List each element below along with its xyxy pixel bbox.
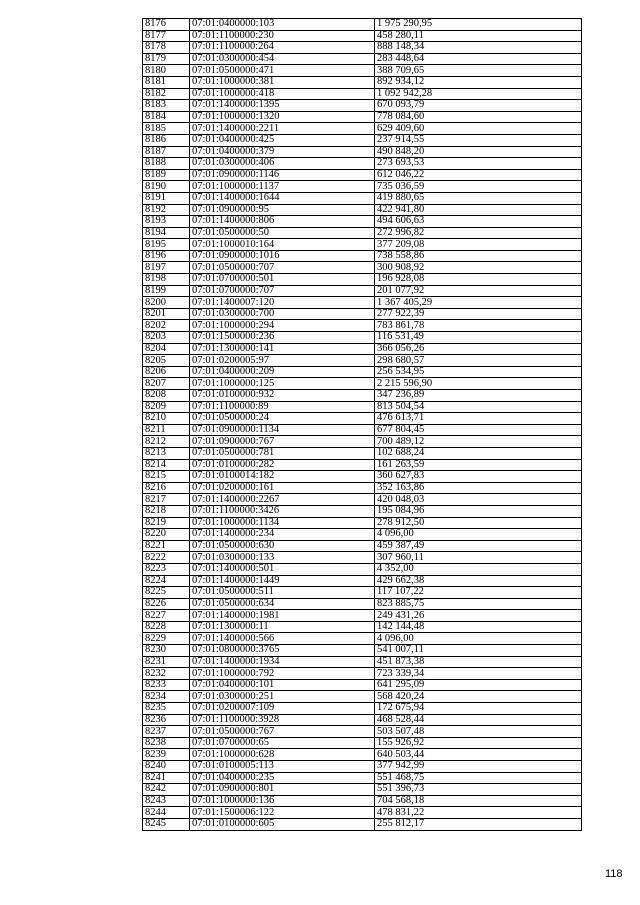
table-row <box>143 436 582 448</box>
cadastral-number-cell: 07:01:0400000:379 <box>190 146 375 158</box>
row-number-cell: 8232 <box>143 668 190 680</box>
value-cell: 704 568,18 <box>375 795 582 807</box>
value-cell: 256 534,95 <box>375 366 582 378</box>
row-number-cell: 8221 <box>143 540 190 552</box>
cadastral-number-cell: 07:01:0700000:501 <box>190 274 375 286</box>
value-cell: 735 036,59 <box>375 181 582 193</box>
cadastral-number-cell: 07:01:0800000:3765 <box>190 645 375 657</box>
value-cell: 490 848,20 <box>375 146 582 158</box>
table-row <box>143 691 582 703</box>
cadastral-number-cell: 07:01:0500000:24 <box>190 413 375 425</box>
table-row <box>143 529 582 541</box>
table-row <box>143 76 582 88</box>
cadastral-number-cell: 07:01:1400000:1934 <box>190 656 375 668</box>
row-number-cell: 8238 <box>143 737 190 749</box>
row-number-cell: 8186 <box>143 134 190 146</box>
row-number-cell: 8237 <box>143 726 190 738</box>
cadastral-number-cell: 07:01:0900000:1134 <box>190 424 375 436</box>
table-row <box>143 192 582 204</box>
row-number-cell: 8182 <box>143 88 190 100</box>
value-cell: 2 215 596,90 <box>375 378 582 390</box>
table-row <box>143 158 582 170</box>
value-cell: 677 804,45 <box>375 424 582 436</box>
value-cell: 422 941,80 <box>375 204 582 216</box>
table-row <box>143 563 582 575</box>
table-row <box>143 679 582 691</box>
value-cell: 352 163,86 <box>375 482 582 494</box>
table-row <box>143 726 582 738</box>
table-row <box>143 19 582 31</box>
value-cell: 102 688,24 <box>375 447 582 459</box>
table-row <box>143 401 582 413</box>
cadastral-number-cell: 07:01:1400000:501 <box>190 563 375 575</box>
row-number-cell: 8225 <box>143 587 190 599</box>
value-cell: 272 996,82 <box>375 227 582 239</box>
cadastral-number-cell: 07:01:1000000:418 <box>190 88 375 100</box>
value-cell: 670 093,79 <box>375 100 582 112</box>
cadastral-number-cell: 07:01:0900000:95 <box>190 204 375 216</box>
cadastral-number-cell: 07:01:0200007:109 <box>190 703 375 715</box>
value-cell: 1 367 405,29 <box>375 297 582 309</box>
value-cell: 568 420,24 <box>375 691 582 703</box>
table-row <box>143 807 582 819</box>
cadastral-number-cell: 07:01:1300000:11 <box>190 621 375 633</box>
cadastral-number-cell: 07:01:0500000:781 <box>190 447 375 459</box>
table-row <box>143 598 582 610</box>
cadastral-number-cell: 07:01:0400000:103 <box>190 19 375 31</box>
cadastral-number-cell: 07:01:0400000:235 <box>190 772 375 784</box>
cadastral-number-cell: 07:01:0200000:161 <box>190 482 375 494</box>
table-row <box>143 668 582 680</box>
value-cell: 283 448,64 <box>375 53 582 65</box>
cadastral-number-cell: 07:01:0500000:707 <box>190 262 375 274</box>
row-number-cell: 8179 <box>143 53 190 65</box>
row-number-cell: 8211 <box>143 424 190 436</box>
cadastral-number-cell: 07:01:1100000:89 <box>190 401 375 413</box>
value-cell: 420 048,03 <box>375 494 582 506</box>
value-cell: 494 606,63 <box>375 216 582 228</box>
cadastral-number-cell: 07:01:0100000:605 <box>190 818 375 830</box>
row-number-cell: 8214 <box>143 459 190 471</box>
table-row <box>143 134 582 146</box>
row-number-cell: 8229 <box>143 633 190 645</box>
cadastral-number-cell: 07:01:1400000:1395 <box>190 100 375 112</box>
table-body <box>143 19 582 831</box>
cadastral-number-cell: 07:01:0400000:101 <box>190 679 375 691</box>
value-cell: 429 662,38 <box>375 575 582 587</box>
cadastral-number-cell: 07:01:0900000:767 <box>190 436 375 448</box>
cadastral-number-cell: 07:01:1100000:230 <box>190 30 375 42</box>
value-cell: 629 409,60 <box>375 123 582 135</box>
row-number-cell: 8195 <box>143 239 190 251</box>
cadastral-number-cell: 07:01:1100000:3928 <box>190 714 375 726</box>
table-row <box>143 169 582 181</box>
table-row <box>143 447 582 459</box>
table-row <box>143 656 582 668</box>
value-cell: 273 693,53 <box>375 158 582 170</box>
value-cell: 551 468,75 <box>375 772 582 784</box>
row-number-cell: 8180 <box>143 65 190 77</box>
table-row <box>143 320 582 332</box>
row-number-cell: 8198 <box>143 274 190 286</box>
cadastral-number-cell: 07:01:0300000:700 <box>190 308 375 320</box>
table-row <box>143 250 582 262</box>
cadastral-number-cell: 07:01:1000000:1137 <box>190 181 375 193</box>
row-number-cell: 8206 <box>143 366 190 378</box>
table-row <box>143 239 582 251</box>
row-number-cell: 8243 <box>143 795 190 807</box>
row-number-cell: 8190 <box>143 181 190 193</box>
table-row <box>143 123 582 135</box>
row-number-cell: 8187 <box>143 146 190 158</box>
value-cell: 201 077,92 <box>375 285 582 297</box>
value-cell: 116 531,49 <box>375 332 582 344</box>
row-number-cell: 8226 <box>143 598 190 610</box>
row-number-cell: 8189 <box>143 169 190 181</box>
row-number-cell: 8241 <box>143 772 190 784</box>
cadastral-number-cell: 07:01:0500000:634 <box>190 598 375 610</box>
cadastral-number-cell: 07:01:1400000:2267 <box>190 494 375 506</box>
row-number-cell: 8234 <box>143 691 190 703</box>
cadastral-number-cell: 07:01:1400000:1644 <box>190 192 375 204</box>
table-row <box>143 366 582 378</box>
table-row <box>143 471 582 483</box>
cadastral-number-cell: 07:01:0700000:65 <box>190 737 375 749</box>
row-number-cell: 8199 <box>143 285 190 297</box>
value-cell: 738 558,86 <box>375 250 582 262</box>
row-number-cell: 8212 <box>143 436 190 448</box>
table-row <box>143 645 582 657</box>
table-row <box>143 111 582 123</box>
cadastral-number-cell: 07:01:1300000:141 <box>190 343 375 355</box>
cadastral-number-cell: 07:01:1400007:120 <box>190 297 375 309</box>
table-row <box>143 587 582 599</box>
table-row <box>143 204 582 216</box>
table-row <box>143 146 582 158</box>
value-cell: 300 908,92 <box>375 262 582 274</box>
row-number-cell: 8183 <box>143 100 190 112</box>
row-number-cell: 8240 <box>143 761 190 773</box>
row-number-cell: 8235 <box>143 703 190 715</box>
table-row <box>143 42 582 54</box>
row-number-cell: 8223 <box>143 563 190 575</box>
table-row <box>143 575 582 587</box>
value-cell: 277 922,39 <box>375 308 582 320</box>
cadastral-number-cell: 07:01:0100000:282 <box>190 459 375 471</box>
table-row <box>143 413 582 425</box>
cadastral-number-cell: 07:01:0200005:97 <box>190 355 375 367</box>
table-row <box>143 30 582 42</box>
value-cell: 388 709,65 <box>375 65 582 77</box>
cadastral-number-cell: 07:01:0700000:707 <box>190 285 375 297</box>
cadastral-number-cell: 07:01:1400000:2211 <box>190 123 375 135</box>
table-row <box>143 621 582 633</box>
table-row <box>143 88 582 100</box>
cadastral-number-cell: 07:01:1000000:1134 <box>190 517 375 529</box>
table-row <box>143 505 582 517</box>
value-cell: 377 942,99 <box>375 761 582 773</box>
table-row <box>143 633 582 645</box>
table-row <box>143 332 582 344</box>
value-cell: 360 627,83 <box>375 471 582 483</box>
cadastral-number-cell: 07:01:1400000:806 <box>190 216 375 228</box>
cadastral-number-cell: 07:01:0400000:209 <box>190 366 375 378</box>
value-cell: 142 144,48 <box>375 621 582 633</box>
value-cell: 4 096,00 <box>375 529 582 541</box>
table-row <box>143 552 582 564</box>
value-cell: 419 880,65 <box>375 192 582 204</box>
value-cell: 278 912,50 <box>375 517 582 529</box>
cadastral-number-cell: 07:01:0900000:1016 <box>190 250 375 262</box>
cadastral-number-cell: 07:01:1400000:1981 <box>190 610 375 622</box>
cadastral-number-cell: 07:01:1000000:125 <box>190 378 375 390</box>
cadastral-number-cell: 07:01:0900000:801 <box>190 784 375 796</box>
cadastral-number-cell: 07:01:0500000:767 <box>190 726 375 738</box>
value-cell: 783 861,78 <box>375 320 582 332</box>
cadastral-number-cell: 07:01:1500006:122 <box>190 807 375 819</box>
row-number-cell: 8220 <box>143 529 190 541</box>
value-cell: 892 934,12 <box>375 76 582 88</box>
value-cell: 551 396,73 <box>375 784 582 796</box>
cadastral-number-cell: 07:01:0300000:406 <box>190 158 375 170</box>
table-row <box>143 784 582 796</box>
value-cell: 4 096,00 <box>375 633 582 645</box>
value-cell: 503 507,48 <box>375 726 582 738</box>
value-cell: 1 092 942,28 <box>375 88 582 100</box>
table-row <box>143 343 582 355</box>
row-number-cell: 8202 <box>143 320 190 332</box>
table-row <box>143 274 582 286</box>
row-number-cell: 8197 <box>143 262 190 274</box>
table-row <box>143 761 582 773</box>
value-cell: 459 387,49 <box>375 540 582 552</box>
cadastral-number-cell: 07:01:0300000:454 <box>190 53 375 65</box>
value-cell: 237 914,55 <box>375 134 582 146</box>
value-cell: 778 084,60 <box>375 111 582 123</box>
table-row <box>143 65 582 77</box>
value-cell: 823 885,75 <box>375 598 582 610</box>
table-row <box>143 297 582 309</box>
value-cell: 476 613,71 <box>375 413 582 425</box>
row-number-cell: 8216 <box>143 482 190 494</box>
row-number-cell: 8177 <box>143 30 190 42</box>
table-row <box>143 262 582 274</box>
row-number-cell: 8200 <box>143 297 190 309</box>
row-number-cell: 8222 <box>143 552 190 564</box>
cadastral-number-cell: 07:01:1000000:792 <box>190 668 375 680</box>
cadastral-number-cell: 07:01:1000000:381 <box>190 76 375 88</box>
table-row <box>143 216 582 228</box>
table-row <box>143 53 582 65</box>
row-number-cell: 8203 <box>143 332 190 344</box>
cadastral-number-cell: 07:01:1400000:566 <box>190 633 375 645</box>
table-row <box>143 795 582 807</box>
table-row <box>143 355 582 367</box>
value-cell: 641 295,09 <box>375 679 582 691</box>
cadastral-number-cell: 07:01:1000000:1320 <box>190 111 375 123</box>
table-row <box>143 494 582 506</box>
cadastral-value-table <box>142 18 582 831</box>
table-row <box>143 818 582 830</box>
value-cell: 700 489,12 <box>375 436 582 448</box>
cadastral-number-cell: 07:01:0500000:471 <box>190 65 375 77</box>
value-cell: 541 007,11 <box>375 645 582 657</box>
cadastral-number-cell: 07:01:1000000:294 <box>190 320 375 332</box>
row-number-cell: 8218 <box>143 505 190 517</box>
value-cell: 451 873,38 <box>375 656 582 668</box>
value-cell: 458 280,11 <box>375 30 582 42</box>
row-number-cell: 8196 <box>143 250 190 262</box>
table-row <box>143 285 582 297</box>
value-cell: 195 084,96 <box>375 505 582 517</box>
row-number-cell: 8239 <box>143 749 190 761</box>
cadastral-number-cell: 07:01:0300000:133 <box>190 552 375 564</box>
table-row <box>143 772 582 784</box>
row-number-cell: 8207 <box>143 378 190 390</box>
value-cell: 196 928,08 <box>375 274 582 286</box>
table-row <box>143 390 582 402</box>
table-row <box>143 378 582 390</box>
table-row <box>143 100 582 112</box>
row-number-cell: 8188 <box>143 158 190 170</box>
row-number-cell: 8176 <box>143 19 190 31</box>
cadastral-number-cell: 07:01:1000010:164 <box>190 239 375 251</box>
row-number-cell: 8205 <box>143 355 190 367</box>
table-row <box>143 424 582 436</box>
cadastral-number-cell: 07:01:0500000:630 <box>190 540 375 552</box>
row-number-cell: 8209 <box>143 401 190 413</box>
cadastral-number-cell: 07:01:1100000:264 <box>190 42 375 54</box>
row-number-cell: 8191 <box>143 192 190 204</box>
value-cell: 172 675,94 <box>375 703 582 715</box>
value-cell: 4 352,00 <box>375 563 582 575</box>
row-number-cell: 8228 <box>143 621 190 633</box>
table-row <box>143 703 582 715</box>
table-row <box>143 308 582 320</box>
row-number-cell: 8213 <box>143 447 190 459</box>
row-number-cell: 8184 <box>143 111 190 123</box>
value-cell: 366 056,26 <box>375 343 582 355</box>
cadastral-number-cell: 07:01:1400000:234 <box>190 529 375 541</box>
row-number-cell: 8227 <box>143 610 190 622</box>
value-cell: 117 107,22 <box>375 587 582 599</box>
row-number-cell: 8215 <box>143 471 190 483</box>
value-cell: 161 263,59 <box>375 459 582 471</box>
row-number-cell: 8244 <box>143 807 190 819</box>
row-number-cell: 8217 <box>143 494 190 506</box>
cadastral-number-cell: 07:01:0100005:113 <box>190 761 375 773</box>
row-number-cell: 8181 <box>143 76 190 88</box>
row-number-cell: 8193 <box>143 216 190 228</box>
value-cell: 723 339,34 <box>375 668 582 680</box>
cadastral-number-cell: 07:01:1400000:1449 <box>190 575 375 587</box>
table-row <box>143 227 582 239</box>
value-cell: 612 046,22 <box>375 169 582 181</box>
value-cell: 298 680,57 <box>375 355 582 367</box>
row-number-cell: 8194 <box>143 227 190 239</box>
table-row <box>143 540 582 552</box>
cadastral-number-cell: 07:01:0500000:511 <box>190 587 375 599</box>
cadastral-number-cell: 07:01:0100014:182 <box>190 471 375 483</box>
row-number-cell: 8201 <box>143 308 190 320</box>
table-row <box>143 737 582 749</box>
row-number-cell: 8192 <box>143 204 190 216</box>
cadastral-number-cell: 07:01:0100000:932 <box>190 390 375 402</box>
value-cell: 478 831,22 <box>375 807 582 819</box>
cadastral-number-cell: 07:01:1000000:136 <box>190 795 375 807</box>
cadastral-number-cell: 07:01:0900000:1146 <box>190 169 375 181</box>
cadastral-number-cell: 07:01:0400000:425 <box>190 134 375 146</box>
row-number-cell: 8208 <box>143 390 190 402</box>
table-row <box>143 517 582 529</box>
value-cell: 155 926,92 <box>375 737 582 749</box>
row-number-cell: 8230 <box>143 645 190 657</box>
value-cell: 888 148,34 <box>375 42 582 54</box>
table-row <box>143 610 582 622</box>
table-row <box>143 181 582 193</box>
table-row <box>143 714 582 726</box>
table-row <box>143 459 582 471</box>
value-cell: 468 528,44 <box>375 714 582 726</box>
row-number-cell: 8245 <box>143 818 190 830</box>
row-number-cell: 8210 <box>143 413 190 425</box>
cadastral-number-cell: 07:01:1000000:628 <box>190 749 375 761</box>
table-row <box>143 749 582 761</box>
cadastral-number-cell: 07:01:0500000:50 <box>190 227 375 239</box>
table-row <box>143 482 582 494</box>
row-number-cell: 8224 <box>143 575 190 587</box>
row-number-cell: 8233 <box>143 679 190 691</box>
cadastral-number-cell: 07:01:1100000:3426 <box>190 505 375 517</box>
value-cell: 249 431,26 <box>375 610 582 622</box>
page-number: 118 <box>605 868 623 880</box>
row-number-cell: 8204 <box>143 343 190 355</box>
value-cell: 1 975 290,95 <box>375 19 582 31</box>
row-number-cell: 8185 <box>143 123 190 135</box>
value-cell: 255 812,17 <box>375 818 582 830</box>
cadastral-number-cell: 07:01:1500000:236 <box>190 332 375 344</box>
value-cell: 307 960,11 <box>375 552 582 564</box>
row-number-cell: 8178 <box>143 42 190 54</box>
value-cell: 640 503,44 <box>375 749 582 761</box>
value-cell: 347 236,89 <box>375 390 582 402</box>
row-number-cell: 8219 <box>143 517 190 529</box>
row-number-cell: 8236 <box>143 714 190 726</box>
cadastral-number-cell: 07:01:0300000:251 <box>190 691 375 703</box>
row-number-cell: 8242 <box>143 784 190 796</box>
value-cell: 377 209,08 <box>375 239 582 251</box>
value-cell: 813 504,54 <box>375 401 582 413</box>
row-number-cell: 8231 <box>143 656 190 668</box>
